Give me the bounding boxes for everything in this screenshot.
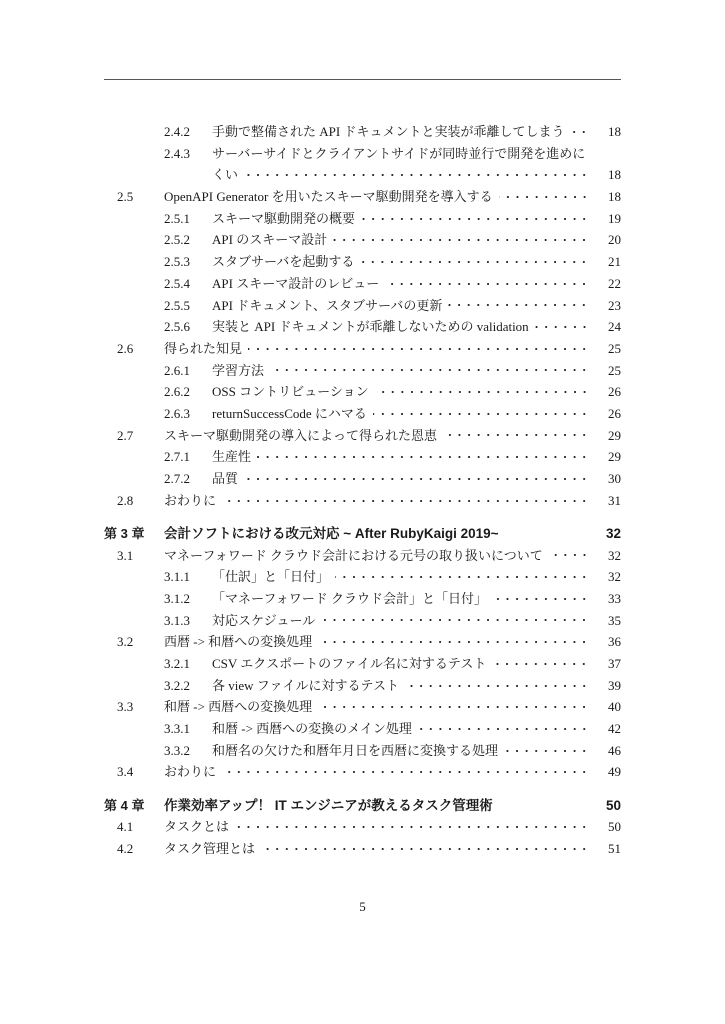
toc-subsection-entry[interactable] <box>104 610 621 632</box>
toc-entry-title: 「仕訳」と「日付」 <box>212 569 330 585</box>
toc-entry-page: 42 <box>608 721 621 737</box>
toc-subsection-entry[interactable] <box>104 653 621 675</box>
toc-entry-title-wrap <box>212 740 597 762</box>
dot-leader <box>321 618 589 622</box>
toc-section-entry[interactable] <box>104 490 621 512</box>
toc-entry-title: マネーフォワード クラウド会計における元号の取り扱いについて <box>164 547 543 563</box>
toc-entry-title-wrap <box>212 653 597 675</box>
toc-entry-page: 49 <box>608 764 621 780</box>
toc-entry-page: 50 <box>605 797 621 813</box>
toc-entry-page: 25 <box>608 340 621 356</box>
toc-subsection-entry[interactable] <box>104 468 621 490</box>
toc-entry-title-wrap <box>212 143 597 165</box>
toc-entry-title-wrap <box>164 838 597 860</box>
toc-entry-title: API ドキュメント、スタブサーバの更新 <box>212 297 443 313</box>
toc-entry-title: 実装と API ドキュメントが乖離しないための validation <box>212 319 529 335</box>
toc-entry-number: 2.7 <box>117 427 134 443</box>
toc-subsection-entry[interactable] <box>104 566 621 588</box>
toc-section-entry[interactable] <box>104 631 621 653</box>
toc-entry-title: returnSuccessCode にハマる <box>212 405 367 421</box>
toc-entry-title-wrap <box>212 446 597 468</box>
toc-entry-page: 18 <box>608 189 621 205</box>
toc-entry-title: おわりに <box>164 764 217 780</box>
toc-entry-number: 2.5.2 <box>164 232 190 248</box>
toc-entry-title-wrap <box>212 381 597 403</box>
dot-leader <box>360 260 589 264</box>
dot-leader <box>222 770 589 774</box>
toc-entry-title-wrap <box>212 403 597 425</box>
toc-entry-page: 24 <box>608 319 621 335</box>
toc-subsection-entry[interactable] <box>104 121 621 143</box>
dot-leader <box>244 477 589 481</box>
toc-entry-number: 2.5.5 <box>164 297 190 313</box>
toc-section-entry[interactable] <box>104 816 621 838</box>
toc-entry-page: 25 <box>608 362 621 378</box>
toc-entry-page: 31 <box>608 492 621 508</box>
toc-subsection-entry[interactable] <box>104 446 621 468</box>
toc-entry-page: 21 <box>608 254 621 270</box>
toc-entry-number: 2.7.2 <box>164 471 190 486</box>
toc-entry-title: 会計ソフトにおける改元対応 ~ After RubyKaigi 2019~ <box>164 525 499 541</box>
toc-subsection-entry[interactable] <box>104 273 621 295</box>
toc-section-entry[interactable] <box>104 186 621 208</box>
toc-entry-title: CSV エクスポートのファイル名に対するテスト <box>212 656 487 671</box>
toc-entry-page: 18 <box>608 124 621 139</box>
toc-subsection-entry[interactable] <box>104 360 621 382</box>
toc-entry-page: 50 <box>608 819 621 835</box>
toc-entry-number: 3.4 <box>117 764 134 780</box>
dot-leader <box>492 662 589 666</box>
toc-entry-page: 37 <box>608 656 621 671</box>
toc-entry-number: 2.5.4 <box>164 275 190 291</box>
toc-entry-title: OSS コントリビューション <box>212 384 369 400</box>
toc-subsection-entry[interactable] <box>104 675 621 697</box>
toc-entry-title-wrap <box>212 208 597 230</box>
dot-leader <box>222 499 589 503</box>
toc-entry-page: 40 <box>608 699 621 715</box>
toc-entry-page: 33 <box>608 590 621 606</box>
toc-entry-number: 4.1 <box>117 819 134 835</box>
toc-section-entry[interactable] <box>104 338 621 360</box>
toc-subsection-entry[interactable] <box>104 403 621 425</box>
toc-entry-title-wrap <box>164 761 597 783</box>
toc-entry-page: 36 <box>608 634 621 650</box>
dot-leader <box>499 195 589 199</box>
toc-entry-title: サーバーサイドとクライアントサイドが同時並行で開発を進めに <box>212 145 586 161</box>
toc-entry-number: 3.3.1 <box>164 721 190 737</box>
toc-entry-title-wrap <box>212 229 597 251</box>
toc-entry-title: OpenAPI Generator を用いたスキーマ駆動開発を導入する <box>164 189 493 205</box>
dot-leader <box>405 684 589 688</box>
toc-entry-title-wrap <box>212 273 597 295</box>
toc-entry-number: 2.4.2 <box>164 124 190 139</box>
toc-entry-title-wrap <box>212 121 597 143</box>
toc-entry-page: 23 <box>608 297 621 313</box>
toc-entry-title: 西暦 -> 和暦への変換処理 <box>164 634 313 650</box>
toc-entry-title-wrap <box>212 718 597 740</box>
dot-leader <box>270 368 589 372</box>
dot-leader <box>385 282 589 286</box>
toc-chapter-entry[interactable] <box>104 795 621 817</box>
toc-entry-number: 2.5.6 <box>164 319 190 335</box>
toc-subsection-entry[interactable] <box>104 718 621 740</box>
toc-entry-title-wrap <box>212 468 597 490</box>
toc-entry-number: 第 3 章 <box>104 525 145 541</box>
toc-entry-title: 品質 <box>212 471 239 486</box>
toc-entry-page: 30 <box>608 471 621 486</box>
toc-entry-page: 35 <box>608 612 621 628</box>
dot-leader <box>418 727 589 731</box>
toc-entry-title-wrap <box>164 696 597 718</box>
toc-section-entry[interactable] <box>104 761 621 783</box>
toc-entry-page: 26 <box>608 384 621 400</box>
dot-leader <box>499 803 589 807</box>
toc-entry-title-wrap <box>164 490 597 512</box>
toc-entry-number: 2.8 <box>117 492 134 508</box>
toc-entry-title: スタブサーバを起動する <box>212 254 355 270</box>
toc-entry-title: 手動で整備された API ドキュメントと実装が乖離してしまう <box>212 124 565 139</box>
toc-entry-number: 3.1 <box>117 547 134 563</box>
toc-entry-title-wrap <box>212 316 597 338</box>
toc-entry-title: 各 view ファイルに対するテスト <box>212 677 399 693</box>
toc-entry-title-wrap <box>212 610 597 632</box>
dot-leader <box>335 575 589 579</box>
dot-leader <box>257 455 589 459</box>
toc-section-entry[interactable] <box>104 545 621 567</box>
toc-entry-title: 作業効率アップ！ IT エンジニアが教えるタスク管理術 <box>164 797 493 813</box>
toc-entry-page: 22 <box>608 275 621 291</box>
toc-subsection-entry[interactable] <box>104 316 621 338</box>
toc-entry-number: 2.4.3 <box>164 145 190 161</box>
toc-entry-title-wrap <box>212 164 597 186</box>
dot-leader <box>505 532 589 536</box>
toc-entry-title-wrap <box>164 545 597 567</box>
toc-entry-page: 39 <box>608 677 621 693</box>
toc-subsection-entry[interactable] <box>104 229 621 251</box>
toc-entry-title-wrap <box>164 186 597 208</box>
toc-entry-title-wrap <box>212 566 597 588</box>
dot-leader <box>235 825 589 829</box>
dot-leader <box>361 217 589 221</box>
toc-entry-title-wrap <box>212 360 597 382</box>
dot-leader <box>318 705 589 709</box>
toc-entry-page: 20 <box>608 232 621 248</box>
toc-subsection-entry[interactable] <box>104 295 621 317</box>
toc-entry-title: API のスキーマ設計 <box>212 232 328 248</box>
toc-entry-number: 3.3.2 <box>164 742 190 758</box>
toc-entry-page: 32 <box>608 547 621 563</box>
toc-entry-number: 3.2.1 <box>164 656 190 671</box>
toc-entry-number: 2.6.2 <box>164 384 190 400</box>
toc-entry-page: 51 <box>608 841 621 856</box>
toc-section-entry[interactable] <box>104 425 621 447</box>
toc-entry-title: タスクとは <box>164 819 230 835</box>
toc-entry-title: 得られた知見 <box>164 340 243 356</box>
toc-entry-title-wrap <box>212 675 597 697</box>
toc-entry-title-wrap <box>164 425 597 447</box>
toc-entry-number: 4.2 <box>117 841 134 856</box>
toc-entry-title: 対応スケジュール <box>212 612 316 628</box>
toc-entry-title-wrap <box>164 523 597 545</box>
toc-subsection-entry[interactable] <box>104 740 621 762</box>
toc-entry-page: 32 <box>608 569 621 585</box>
toc-entry-page: 26 <box>608 405 621 421</box>
toc-entry-title-wrap <box>164 338 597 360</box>
dot-leader <box>493 597 589 601</box>
toc-chapter-entry[interactable] <box>104 523 621 545</box>
toc-entry-page: 18 <box>608 167 621 183</box>
toc-entry-number: 3.1.2 <box>164 590 190 606</box>
toc-entry-title: スキーマ駆動開発の概要 <box>212 210 356 226</box>
toc-entry-page: 29 <box>608 427 621 443</box>
toc-entry-title: 和暦 -> 西暦への変換のメイン処理 <box>212 721 412 737</box>
toc-entry-number: 2.5.1 <box>164 210 190 226</box>
dot-leader <box>535 325 589 329</box>
toc-entry-number: 3.1.3 <box>164 612 190 628</box>
toc-entry-page: 29 <box>608 449 621 465</box>
dot-leader <box>261 847 589 851</box>
toc-entry-title: くい <box>212 167 239 183</box>
toc-subsection-entry[interactable] <box>104 208 621 230</box>
toc-entry-title-wrap <box>212 295 597 317</box>
dot-leader <box>570 130 589 134</box>
dot-leader <box>448 303 589 307</box>
toc-entry-number: 2.6.1 <box>164 362 190 378</box>
toc-entry-page: 19 <box>608 210 621 226</box>
toc-subsection-entry[interactable] <box>104 588 621 610</box>
toc-entry-number: 第 4 章 <box>104 797 145 813</box>
toc-section-entry[interactable] <box>104 696 621 718</box>
dot-leader <box>443 433 589 437</box>
toc-entry-number: 2.6 <box>117 340 134 356</box>
toc-entry-number: 2.5.3 <box>164 254 190 270</box>
toc-cont-entry[interactable] <box>104 164 621 186</box>
toc-entry-title-wrap <box>212 251 597 273</box>
toc-entry-number: 2.6.3 <box>164 405 190 421</box>
dot-leader <box>373 412 589 416</box>
toc-entry-number: 3.3 <box>117 699 134 715</box>
toc-entry-title-wrap <box>164 631 597 653</box>
toc-entry-number: 2.5 <box>117 189 134 205</box>
toc-entry-title: スキーマ駆動開発の導入によって得られた恩恵 <box>164 427 438 443</box>
toc-entry-title: 和暦名の欠けた和暦年月日を西暦に変換する処理 <box>212 742 499 758</box>
toc-entry-title: API スキーマ設計のレビュー <box>212 275 380 291</box>
toc-entry-number: 3.1.1 <box>164 569 190 585</box>
toc-subsection-entry[interactable] <box>104 143 621 165</box>
toc-subsection-entry[interactable] <box>104 381 621 403</box>
page-number: 5 <box>359 899 366 914</box>
dot-leader <box>248 347 589 351</box>
toc-entry-title-wrap <box>212 588 597 610</box>
dot-leader <box>375 390 589 394</box>
toc-entry-title: 学習方法 <box>212 362 265 378</box>
toc-entry-number: 2.7.1 <box>164 449 190 465</box>
dot-leader <box>318 640 589 644</box>
toc-entry-title: おわりに <box>164 492 217 508</box>
toc-entry-number: 3.2 <box>117 634 134 650</box>
dot-leader <box>504 749 589 753</box>
toc-subsection-entry[interactable] <box>104 251 621 273</box>
toc-entry-title: タスク管理とは <box>164 841 256 856</box>
toc-entry-page: 46 <box>608 742 621 758</box>
toc-entry-title-wrap <box>164 795 597 817</box>
dot-leader <box>244 173 589 177</box>
toc-entry-number: 3.2.2 <box>164 677 190 693</box>
toc-section-entry[interactable] <box>104 838 621 860</box>
header-rule <box>104 79 621 80</box>
table-of-contents <box>104 121 621 860</box>
toc-entry-title: 生産性 <box>212 449 252 465</box>
toc-entry-page: 32 <box>605 525 621 541</box>
dot-leader <box>549 553 589 557</box>
toc-entry-title-wrap <box>164 816 597 838</box>
toc-entry-title: 和暦 -> 西暦への変換処理 <box>164 699 313 715</box>
dot-leader <box>333 238 589 242</box>
toc-entry-title: 「マネーフォワード クラウド会計」と「日付」 <box>212 590 487 606</box>
